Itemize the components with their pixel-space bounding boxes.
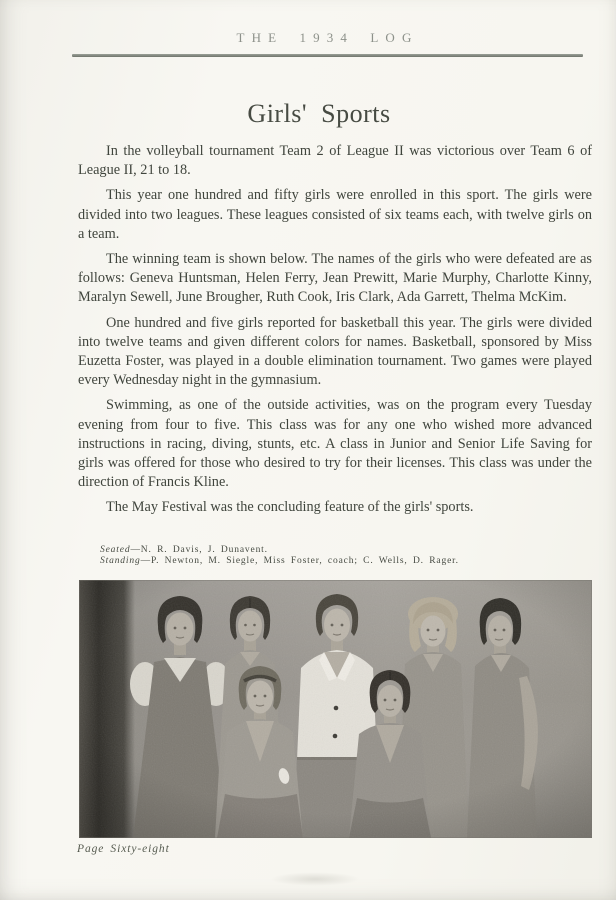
paragraph-winning-team: The winning team is shown below. The names of the girls who were defeated are as follows: Geneva Huntsman, Helen Ferry, Jean Prewitt, Marie Murphy, Charlotte Kinny, Maralyn Sewell, June Brougher, Ruth Cook, Iris Clark, Ada Garrett, Thelma McKim. — [78, 251, 592, 306]
journal-header: THE 1934 LOG — [236, 30, 419, 45]
page-number: Page Sixty-eight — [77, 843, 170, 855]
header-rule — [72, 54, 583, 57]
caption-seated-label: Seated — [100, 545, 131, 555]
paragraph-volleyball: In the volleyball tournament Team 2 of League II was victorious over Team 6 of League II, 21 to 18. — [78, 143, 592, 179]
paragraph-basketball: One hundred and five girls reported for basketball this year. The girls were divided into twelve teams and given different colors for names. Basketball, sponsored by Miss Euzetta Foster, was played in a double elimination tournament. Two games were played every Wednesday night in the gymnasium. — [78, 314, 592, 389]
caption-line-standing — [100, 556, 560, 567]
photo-caption — [100, 545, 560, 567]
team-photo — [79, 580, 592, 838]
body-copy — [78, 142, 592, 524]
paragraph-enrollment: This year one hundred and fifty girls were enrolled in this sport. The girls were divided into two leagues. These leagues consisted of six teams each, with twelve girls on a team. — [78, 187, 592, 242]
caption-standing-names: —P. Newton, M. Siegle, Miss Foster, coach; C. Wells, D. Rager. — [140, 556, 459, 566]
paragraph-swimming: Swimming, as one of the outside activities, was on the program every Tuesday evening from four to five. This class was for any one who wished more advanced instructions in racing, diving, stunts, etc. A class in Junior and Senior Life Saving for girls was offered for those who desired to try for their licenses. This class was under the direction of Francis Kline. — [78, 397, 592, 491]
paragraph-may-festival: The May Festival was the concluding feature of the girls' sports. — [106, 499, 474, 516]
scan-smudge — [270, 872, 360, 886]
caption-standing-label: Standing — [100, 556, 141, 566]
caption-line-seated — [100, 545, 560, 556]
caption-seated-names: —N. R. Davis, J. Dunavent. — [130, 545, 268, 555]
photo-finish — [79, 580, 592, 838]
page-title: Girls' Sports — [247, 99, 391, 128]
